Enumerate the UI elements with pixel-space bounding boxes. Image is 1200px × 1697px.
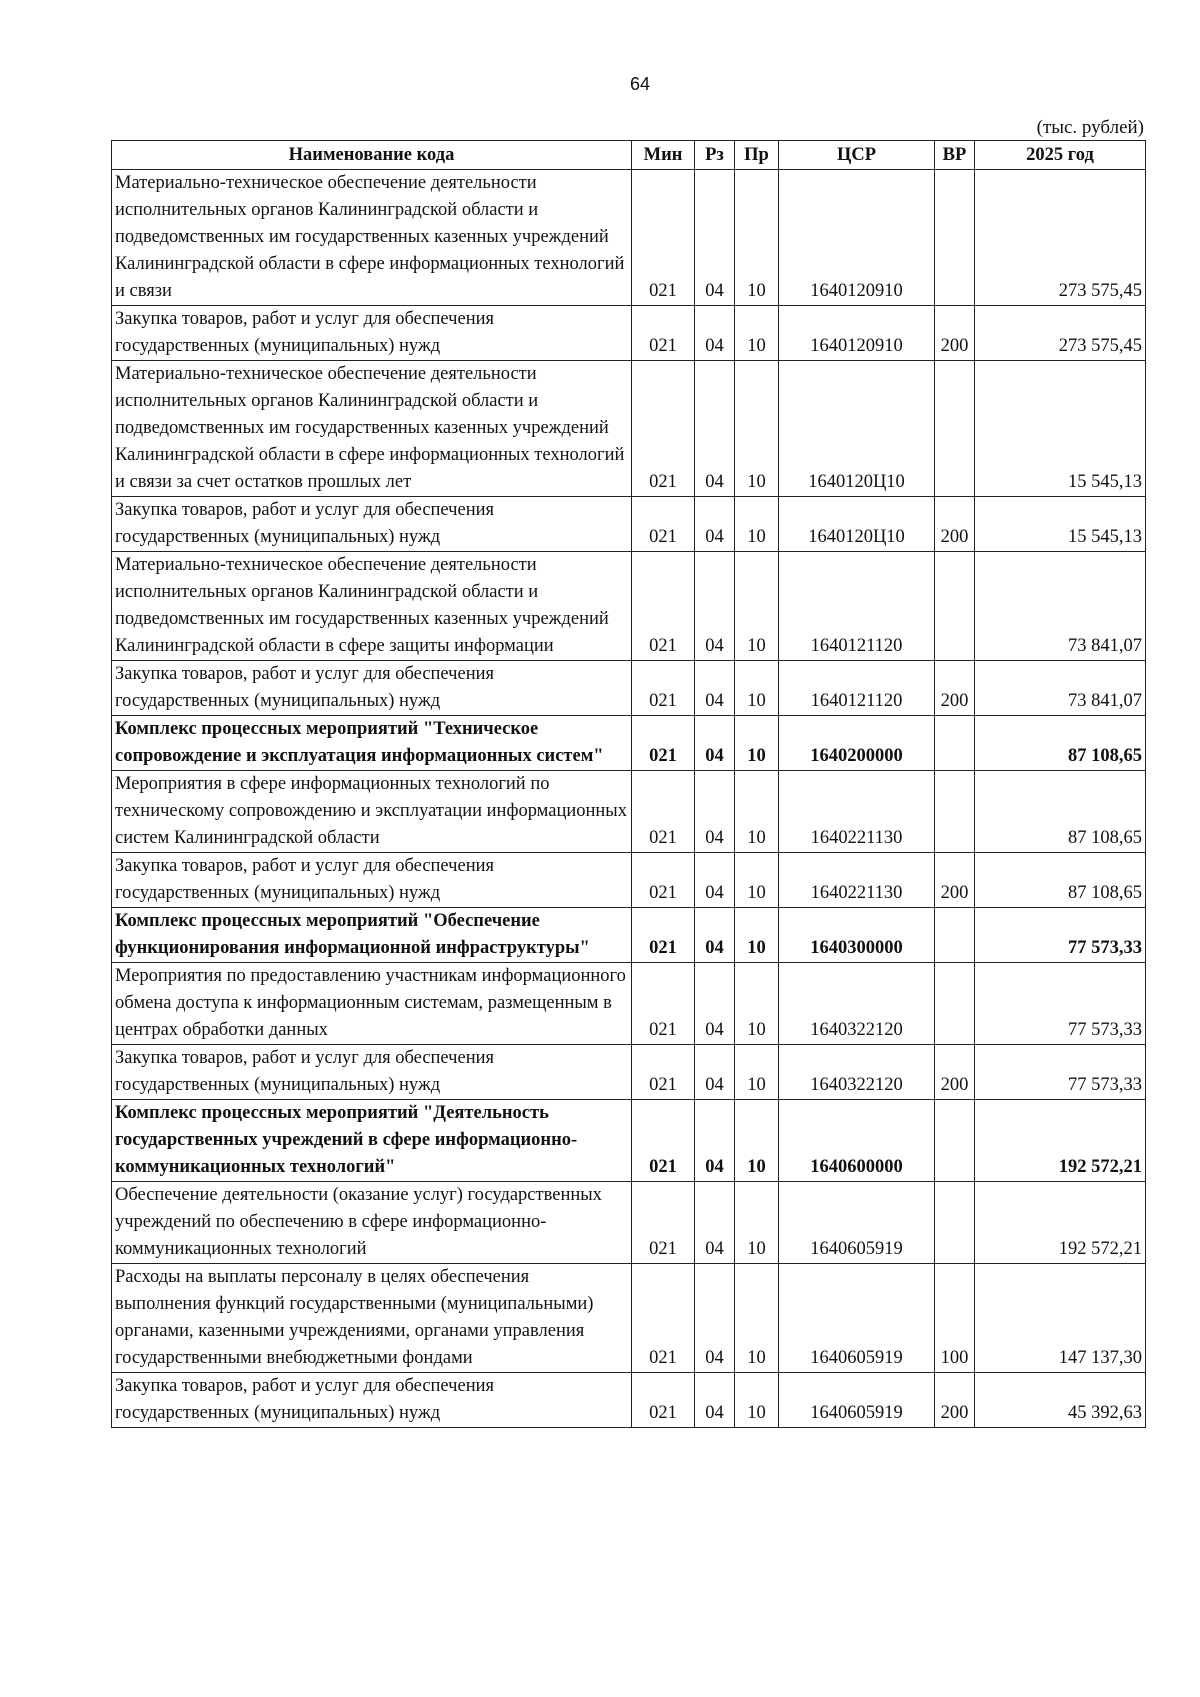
cell-csr: 1640605919 [779,1373,935,1428]
cell-vr [935,361,975,497]
cell-name: Закупка товаров, работ и услуг для обеспечения государственных (муниципальных) нужд [112,1045,632,1100]
table-row [112,1264,1146,1373]
cell-min: 021 [632,170,695,306]
cell-pr: 10 [735,306,779,361]
header-vr: ВР [935,141,975,170]
cell-sum: 77 573,33 [975,1045,1146,1100]
table-row [112,306,1146,361]
cell-name: Закупка товаров, работ и услуг для обеспечения государственных (муниципальных) нужд [112,306,632,361]
cell-pr: 10 [735,908,779,963]
cell-csr: 1640120Ц10 [779,497,935,552]
table-row [112,1373,1146,1428]
cell-name: Закупка товаров, работ и услуг для обеспечения государственных (муниципальных) нужд [112,1373,632,1428]
table-row [112,661,1146,716]
cell-min: 021 [632,661,695,716]
cell-sum: 87 108,65 [975,771,1146,853]
cell-vr [935,552,975,661]
cell-rz: 04 [695,1264,735,1373]
cell-vr: 200 [935,853,975,908]
cell-rz: 04 [695,771,735,853]
table-header-row [112,141,1146,170]
cell-pr: 10 [735,361,779,497]
table-body [112,170,1146,1428]
cell-csr: 1640120910 [779,170,935,306]
header-csr: ЦСР [779,141,935,170]
cell-rz: 04 [695,853,735,908]
cell-rz: 04 [695,170,735,306]
cell-min: 021 [632,306,695,361]
cell-pr: 10 [735,497,779,552]
cell-sum: 77 573,33 [975,963,1146,1045]
cell-rz: 04 [695,1045,735,1100]
budget-table [111,140,1146,1428]
table-row [112,853,1146,908]
cell-csr: 1640120Ц10 [779,361,935,497]
cell-min: 021 [632,963,695,1045]
table-row [112,361,1146,497]
page-number: 64 [629,74,651,94]
cell-vr [935,1182,975,1264]
header-pr: Пр [735,141,779,170]
cell-pr: 10 [735,963,779,1045]
table-row [112,1182,1146,1264]
cell-pr: 10 [735,1100,779,1182]
cell-rz: 04 [695,716,735,771]
cell-rz: 04 [695,1182,735,1264]
cell-csr: 1640322120 [779,1045,935,1100]
header-min: Мин [632,141,695,170]
cell-pr: 10 [735,661,779,716]
cell-min: 021 [632,1182,695,1264]
cell-name: Расходы на выплаты персоналу в целях обеспечения выполнения функций государственными (муниципальными) органами, казенными учреждениями, органами управления государственными внебюджетными фондами [112,1264,632,1373]
cell-name: Комплекс процессных мероприятий "Деятельность государственных учреждений в сфере информационно-коммуникационных технологий" [112,1100,632,1182]
cell-min: 021 [632,771,695,853]
cell-name: Мероприятия по предоставлению участникам информационного обмена доступа к информационным системам, размещенным в центрах обработки данных [112,963,632,1045]
cell-vr: 200 [935,661,975,716]
header-name: Наименование кода [112,141,632,170]
cell-sum: 87 108,65 [975,853,1146,908]
cell-min: 021 [632,1045,695,1100]
cell-pr: 10 [735,853,779,908]
cell-name: Материально-техническое обеспечение деятельности исполнительных органов Калининградской области и подведомственных им государственных казенных учреждений Калининградской области в сфере информационных технологий и связи [112,170,632,306]
cell-pr: 10 [735,552,779,661]
cell-pr: 10 [735,170,779,306]
cell-name: Материально-техническое обеспечение деятельности исполнительных органов Калининградской области и подведомственных им государственных казенных учреждений Калининградской области в сфере защиты информации [112,552,632,661]
table-row [112,963,1146,1045]
cell-vr [935,908,975,963]
units-label: (тыс. рублей) [1036,117,1144,138]
cell-pr: 10 [735,1264,779,1373]
cell-vr [935,170,975,306]
cell-name: Закупка товаров, работ и услуг для обеспечения государственных (муниципальных) нужд [112,853,632,908]
cell-rz: 04 [695,552,735,661]
cell-vr [935,1100,975,1182]
cell-min: 021 [632,1373,695,1428]
cell-vr [935,771,975,853]
cell-sum: 15 545,13 [975,361,1146,497]
cell-sum: 273 575,45 [975,170,1146,306]
cell-rz: 04 [695,963,735,1045]
cell-sum: 73 841,07 [975,661,1146,716]
cell-csr: 1640221130 [779,853,935,908]
cell-sum: 192 572,21 [975,1182,1146,1264]
cell-min: 021 [632,853,695,908]
cell-csr: 1640200000 [779,716,935,771]
table-row [112,1100,1146,1182]
cell-sum: 273 575,45 [975,306,1146,361]
cell-name: Обеспечение деятельности (оказание услуг) государственных учреждений по обеспечению в сфере информационно-коммуникационных технологий [112,1182,632,1264]
cell-min: 021 [632,361,695,497]
cell-rz: 04 [695,361,735,497]
cell-name: Комплекс процессных мероприятий "Техническое сопровождение и эксплуатация информационных систем" [112,716,632,771]
cell-min: 021 [632,716,695,771]
cell-vr: 100 [935,1264,975,1373]
cell-rz: 04 [695,1100,735,1182]
table-row [112,908,1146,963]
cell-csr: 1640121120 [779,661,935,716]
cell-pr: 10 [735,716,779,771]
cell-vr [935,716,975,771]
cell-min: 021 [632,1100,695,1182]
cell-sum: 87 108,65 [975,716,1146,771]
cell-csr: 1640322120 [779,963,935,1045]
cell-csr: 1640121120 [779,552,935,661]
cell-rz: 04 [695,306,735,361]
cell-vr [935,963,975,1045]
cell-vr: 200 [935,1045,975,1100]
cell-vr: 200 [935,306,975,361]
header-rz: Рз [695,141,735,170]
cell-sum: 77 573,33 [975,908,1146,963]
cell-csr: 1640300000 [779,908,935,963]
cell-name: Закупка товаров, работ и услуг для обеспечения государственных (муниципальных) нужд [112,497,632,552]
cell-sum: 45 392,63 [975,1373,1146,1428]
table-row [112,497,1146,552]
table-row [112,716,1146,771]
cell-sum: 73 841,07 [975,552,1146,661]
cell-name: Материально-техническое обеспечение деятельности исполнительных органов Калининградской области и подведомственных им государственных казенных учреждений Калининградской области в сфере информационных технологий и связи за счет остатков прошлых лет [112,361,632,497]
cell-csr: 1640605919 [779,1182,935,1264]
cell-sum: 147 137,30 [975,1264,1146,1373]
cell-pr: 10 [735,771,779,853]
cell-name: Комплекс процессных мероприятий "Обеспечение функционирования информационной инфраструктуры" [112,908,632,963]
table-row [112,170,1146,306]
table-row [112,1045,1146,1100]
cell-pr: 10 [735,1182,779,1264]
table-row [112,771,1146,853]
cell-sum: 15 545,13 [975,497,1146,552]
cell-sum: 192 572,21 [975,1100,1146,1182]
cell-rz: 04 [695,908,735,963]
cell-rz: 04 [695,661,735,716]
table-row [112,552,1146,661]
cell-name: Закупка товаров, работ и услуг для обеспечения государственных (муниципальных) нужд [112,661,632,716]
cell-pr: 10 [735,1045,779,1100]
cell-min: 021 [632,552,695,661]
cell-rz: 04 [695,1373,735,1428]
cell-vr: 200 [935,1373,975,1428]
cell-csr: 1640221130 [779,771,935,853]
cell-csr: 1640605919 [779,1264,935,1373]
cell-rz: 04 [695,497,735,552]
cell-pr: 10 [735,1373,779,1428]
header-year: 2025 год [975,141,1146,170]
cell-min: 021 [632,497,695,552]
cell-vr: 200 [935,497,975,552]
cell-csr: 1640120910 [779,306,935,361]
cell-min: 021 [632,908,695,963]
cell-name: Мероприятия в сфере информационных технологий по техническому сопровождению и эксплуатации информационных систем Калининградской области [112,771,632,853]
cell-min: 021 [632,1264,695,1373]
cell-csr: 1640600000 [779,1100,935,1182]
